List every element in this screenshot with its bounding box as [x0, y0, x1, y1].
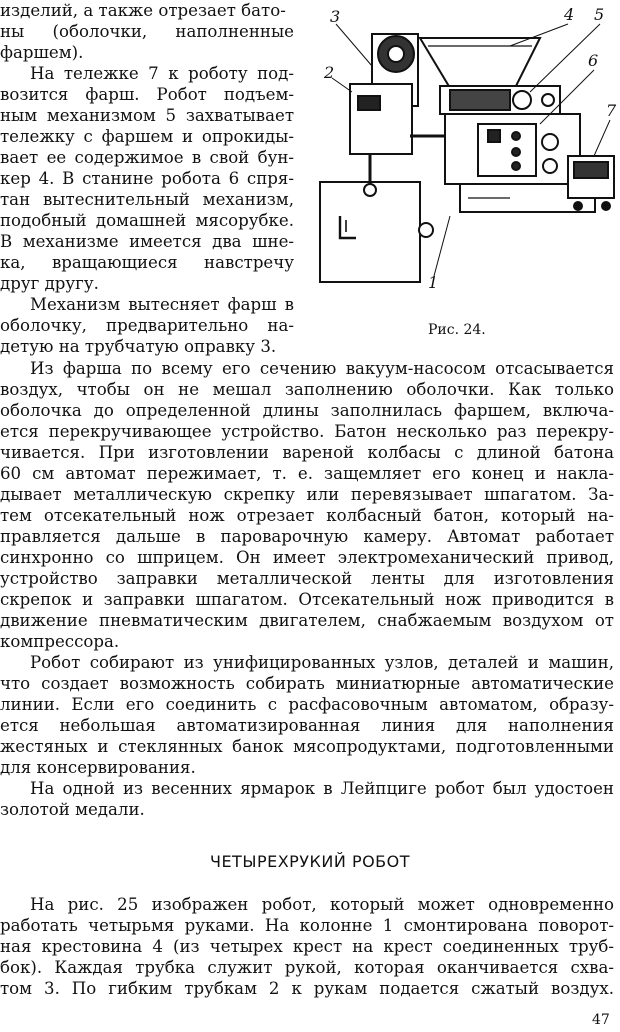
column-line: кер 4. В станине робота 6 спря-: [0, 169, 294, 188]
body-line: ная крестовина 4 (из четырех крест на крест соединенных труб-: [0, 937, 614, 956]
column-line: тележку с фаршем и опрокиды-: [0, 127, 294, 146]
column-line: оболочку, предварительно на-: [0, 316, 294, 335]
figure-label: 3: [330, 7, 341, 26]
robot-machine-illustration: [310, 6, 618, 298]
body-line: синхронно со шприцем. Он имеет электромеханический привод,: [0, 548, 614, 567]
column-line: изделий, а также отрезает бато-: [0, 1, 286, 20]
column-line: возится фарш. Робот подъем-: [0, 85, 294, 104]
body-line: правляется дальше в пароварочную камеру. Автомат работает: [0, 527, 614, 546]
column-line: друг другу.: [0, 274, 99, 293]
column-line: подобный домашней мясорубке.: [0, 211, 294, 230]
body-line: воздух, чтобы он не мешал заполнению оболочки. Как только: [0, 380, 614, 399]
body-line: Робот собирают из унифицированных узлов, деталей и машин,: [30, 653, 614, 672]
body-line: ется перекручивающее устройство. Батон несколько раз перекру-: [0, 422, 614, 441]
body-line: чивается. При изготовлении вареной колбасы с длиной батона: [0, 443, 614, 462]
figure-label: 6: [588, 51, 599, 70]
page-number: 47: [592, 1012, 610, 1028]
body-line: На одной из весенних ярмарок в Лейпциге робот был удостоен: [30, 779, 614, 798]
section-heading: ЧЕТЫРЕХРУКИЙ РОБОТ: [209, 852, 411, 871]
column-line: В механизме имеется два шне-: [0, 232, 294, 251]
column-line: ка, вращающиеся навстречу: [0, 253, 294, 272]
body-line: скрепок и заправки шпагатом. Отсекательный нож приводится в: [0, 590, 614, 609]
body-line: том 3. По гибким трубкам 2 к рукам подается сжатый воздух.: [0, 979, 614, 998]
body-line: жестяных и стеклянных банок мясопродуктами, подготовленными: [0, 737, 614, 756]
column-line: На тележке 7 к роботу под-: [30, 64, 294, 83]
body-line: 60 см автомат пережимает, т. е. защемляет его конец и накла-: [0, 464, 614, 483]
figure-label: 1: [428, 273, 439, 292]
body-line: ется небольшая автоматизированная линия для наполнения: [0, 716, 614, 735]
body-line: Из фарша по всему его сечению вакуум-насосом отсасывается: [30, 359, 614, 378]
body-line: линии. Если его соединить с расфасовочным автоматом, образу-: [0, 695, 614, 714]
column-line: тан вытеснительный механизм,: [0, 190, 294, 209]
body-line: компрессора.: [0, 632, 120, 651]
body-line: движение пневматическим двигателем, снабжаемым воздухом от: [0, 611, 614, 630]
column-line: детую на трубчатую оправку 3.: [0, 337, 277, 356]
body-line: На рис. 25 изображен робот, который может одновременно: [30, 895, 614, 914]
body-line: тем отсекательный нож отрезает колбасный батон, который на-: [0, 506, 614, 525]
figure-label: 2: [324, 63, 335, 82]
column-line: ны (оболочки, наполненные: [0, 22, 294, 41]
figure-label: 7: [606, 101, 617, 120]
body-line: работать четырьмя руками. На колонне 1 смонтирована поворот-: [0, 916, 614, 935]
body-line: что создает возможность собирать миниатюрные автоматические: [0, 674, 614, 693]
column-line: фаршем).: [0, 43, 84, 62]
body-line: бок). Каждая трубка служит рукой, которая оканчивается схва-: [0, 958, 614, 977]
figure-caption: Рис. 24.: [428, 322, 486, 338]
body-line: золотой медали.: [0, 800, 145, 819]
body-line: для консервирования.: [0, 758, 196, 777]
figure-label: 4: [564, 6, 575, 24]
body-line: устройство заправки металлической ленты для изготовления: [0, 569, 614, 588]
figure-label: 5: [594, 6, 605, 24]
body-line: оболочка до определенной длины заполнилась фаршем, включа-: [0, 401, 614, 420]
column-line: вает ее содержимое в свой бун-: [0, 148, 294, 167]
column-line: Механизм вытесняет фарш в: [30, 295, 294, 314]
column-line: ным механизмом 5 захватывает: [0, 106, 294, 125]
body-line: дывает металлическую скрепку или перевязывает шпагатом. За-: [0, 485, 614, 504]
